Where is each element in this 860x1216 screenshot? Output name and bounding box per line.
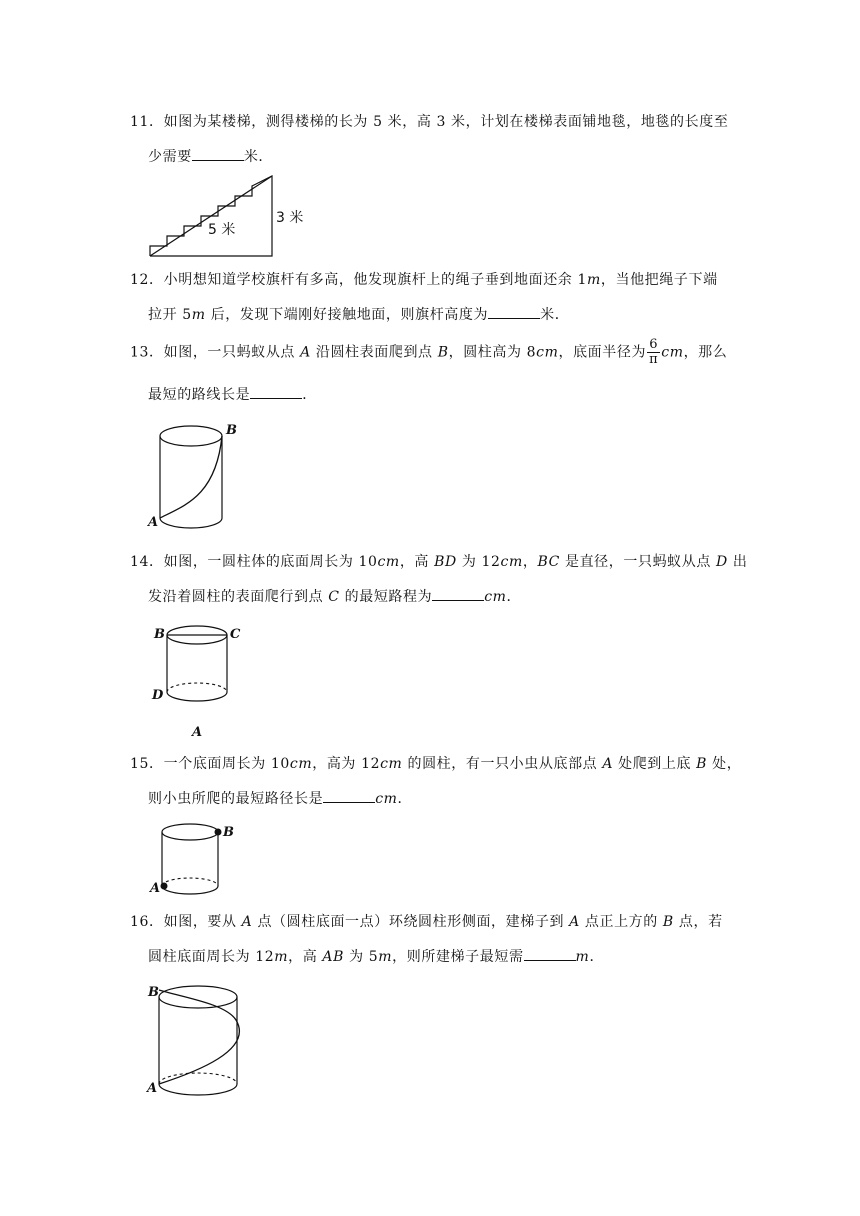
staircase-figure: [148, 174, 308, 260]
label-b: B: [154, 627, 165, 642]
q13-line1: [130, 338, 727, 367]
cylinder-figure-q15: [148, 818, 248, 898]
unit-cm: cm: [289, 756, 313, 772]
point-b-dot: [215, 829, 222, 836]
label-b: B: [148, 985, 159, 1000]
cylinder-figure-q13: [146, 420, 256, 530]
q14-text-2c: ．: [506, 589, 522, 605]
q16-text-2a: 圆柱底面周长为 12: [148, 949, 275, 965]
q13-line2: [148, 384, 317, 405]
label-b: B: [226, 423, 237, 438]
answer-blank: [432, 586, 484, 601]
unit-cm: cm: [380, 756, 403, 772]
q16-text-2c: 为 5: [344, 949, 379, 965]
point-a: A: [569, 914, 580, 930]
bottom-arc-front: [167, 692, 227, 701]
q15-text-1a: 15．一个底面周长为 10: [130, 756, 290, 772]
q13-text-2b: ．: [302, 387, 317, 403]
q16-text-1b: 点（圆柱底面一点）环绕圆柱形侧面，建梯子到: [252, 914, 570, 930]
label-length: 5 米: [208, 222, 236, 238]
q13-text-1e: ，那么: [683, 344, 728, 361]
q11-text-1: 11．如图为某楼梯，测得楼梯的长为 5 米，高 3 米，计划在楼梯表面铺地毯，地毯的长度至: [130, 114, 729, 130]
q15-line2: [148, 788, 412, 809]
q14-text-1a: 14．如图，一圆柱体的底面周长为 10: [130, 554, 378, 570]
point-b: B: [662, 914, 674, 930]
q14-line1: [130, 552, 748, 572]
q12-line1: [130, 270, 718, 290]
cylinder-figure-q14: [150, 622, 250, 742]
unit-m: m: [586, 272, 601, 288]
label-b: B: [223, 825, 234, 840]
q15-text-1c: 的圆柱，有一只小虫从底部点: [402, 756, 603, 772]
point-c: C: [328, 589, 340, 605]
top-ellipse: [162, 824, 218, 840]
q13-text-1d: ，底面半径为: [558, 344, 647, 361]
unit-m: m: [191, 307, 206, 323]
point-a: A: [241, 914, 253, 930]
answer-blank: [524, 946, 576, 961]
unit-cm: cm: [484, 589, 507, 605]
q15-line1: [130, 754, 741, 774]
top-ellipse: [160, 426, 222, 446]
q11-line2: [148, 146, 273, 167]
fraction-radius: [647, 338, 660, 367]
q16-line1: [130, 912, 723, 932]
label-d: D: [152, 688, 164, 703]
unit-cm: cm: [375, 791, 398, 807]
label-c: C: [230, 627, 241, 642]
q15-text-1d: 处爬到上底: [613, 756, 697, 772]
answer-blank: [488, 304, 540, 319]
q16-text-1c: 点正上方的: [579, 914, 663, 930]
ant-path: [160, 436, 222, 518]
q16-text-1d: 点，若: [673, 914, 723, 930]
q16-text-2d: ，则所建梯子最短需: [392, 949, 524, 965]
q14-text-1d: ，: [522, 554, 538, 570]
q13-text-2a: 最短的路线长是: [148, 387, 251, 403]
bottom-arc-back: [159, 1073, 237, 1084]
bottom-arc-back: [162, 878, 218, 886]
q12-text-2c: 米．: [540, 307, 570, 323]
bottom-arc-front: [162, 886, 218, 894]
top-ellipse: [159, 986, 237, 1008]
bottom-arc: [160, 518, 222, 528]
point-a: A: [602, 756, 614, 772]
q16-text-2e: ．: [589, 949, 605, 965]
q16-text-2b: ，高: [288, 949, 323, 965]
unit-cm: cm: [536, 344, 559, 361]
label-a: A: [192, 725, 203, 740]
fraction-denominator: π: [649, 352, 659, 367]
q15-text-1e: 处，: [707, 756, 742, 772]
q14-text-1b: ，高: [399, 554, 435, 570]
point-a: A: [300, 344, 311, 361]
unit-cm: cm: [377, 554, 400, 570]
point-d: D: [716, 554, 728, 570]
q11-text-2a: 少需要: [148, 149, 192, 165]
point-b: B: [437, 344, 449, 361]
answer-blank: [250, 384, 302, 399]
stair-hypotenuse: [150, 176, 272, 256]
unit-cm: cm: [661, 344, 684, 361]
cylinder-figure-q16: [146, 980, 256, 1100]
q14-text-2b: 的最短路程为: [339, 589, 433, 605]
q11-line1: [130, 112, 728, 132]
unit-cm: cm: [500, 554, 523, 570]
label-a: A: [148, 515, 159, 530]
q16-line2: [148, 946, 604, 967]
q12-text-2b: 后，发现下端刚好接触地面，则旗杆高度为: [205, 307, 489, 323]
answer-blank: [192, 146, 244, 161]
q11-text-2b: 米．: [243, 149, 274, 165]
unit-m: m: [575, 949, 590, 965]
q12-line2: [148, 304, 569, 325]
answer-blank: [323, 788, 375, 803]
unit-m: m: [274, 949, 289, 965]
q14-line2: [148, 586, 521, 607]
q12-text-1b: ，当他把绳子下端: [600, 272, 718, 288]
label-height: 3 米: [276, 210, 304, 226]
q13-text-1a: 13．如图，一只蚂蚁从点: [130, 344, 301, 361]
bottom-arc-back: [167, 683, 227, 692]
q15-text-2b: ．: [397, 791, 413, 807]
point-b: B: [696, 756, 708, 772]
q14-text-1e: 是直径，一只蚂蚁从点: [559, 554, 717, 570]
bottom-arc-front: [159, 1084, 237, 1095]
point-a-dot: [161, 883, 168, 890]
q14-text-1c: 为 12: [456, 554, 501, 570]
segment-bc: BC: [537, 554, 560, 570]
fraction-numerator: 6: [647, 338, 660, 353]
q13-text-1c: ，圆柱高为 8: [448, 344, 537, 361]
unit-m: m: [378, 949, 393, 965]
label-a: A: [150, 881, 161, 896]
q14-text-1f: 出: [727, 554, 748, 570]
segment-bd: BD: [434, 554, 457, 570]
q15-text-2a: 则小虫所爬的最短路径长是: [148, 791, 324, 807]
label-a: A: [147, 1081, 158, 1096]
q12-text-2a: 拉开 5: [148, 307, 192, 323]
q15-text-1b: ，高为 12: [312, 756, 381, 772]
segment-ab: AB: [322, 949, 345, 965]
q13-text-1b: 沿圆柱表面爬到点: [310, 344, 438, 361]
q16-text-1a: 16．如图，要从: [130, 914, 242, 930]
q12-text-1a: 12．小明想知道学校旗杆有多高，他发现旗杆上的绳子垂到地面还余 1: [130, 272, 587, 288]
q14-text-2a: 发沿着圆柱的表面爬行到点: [148, 589, 329, 605]
